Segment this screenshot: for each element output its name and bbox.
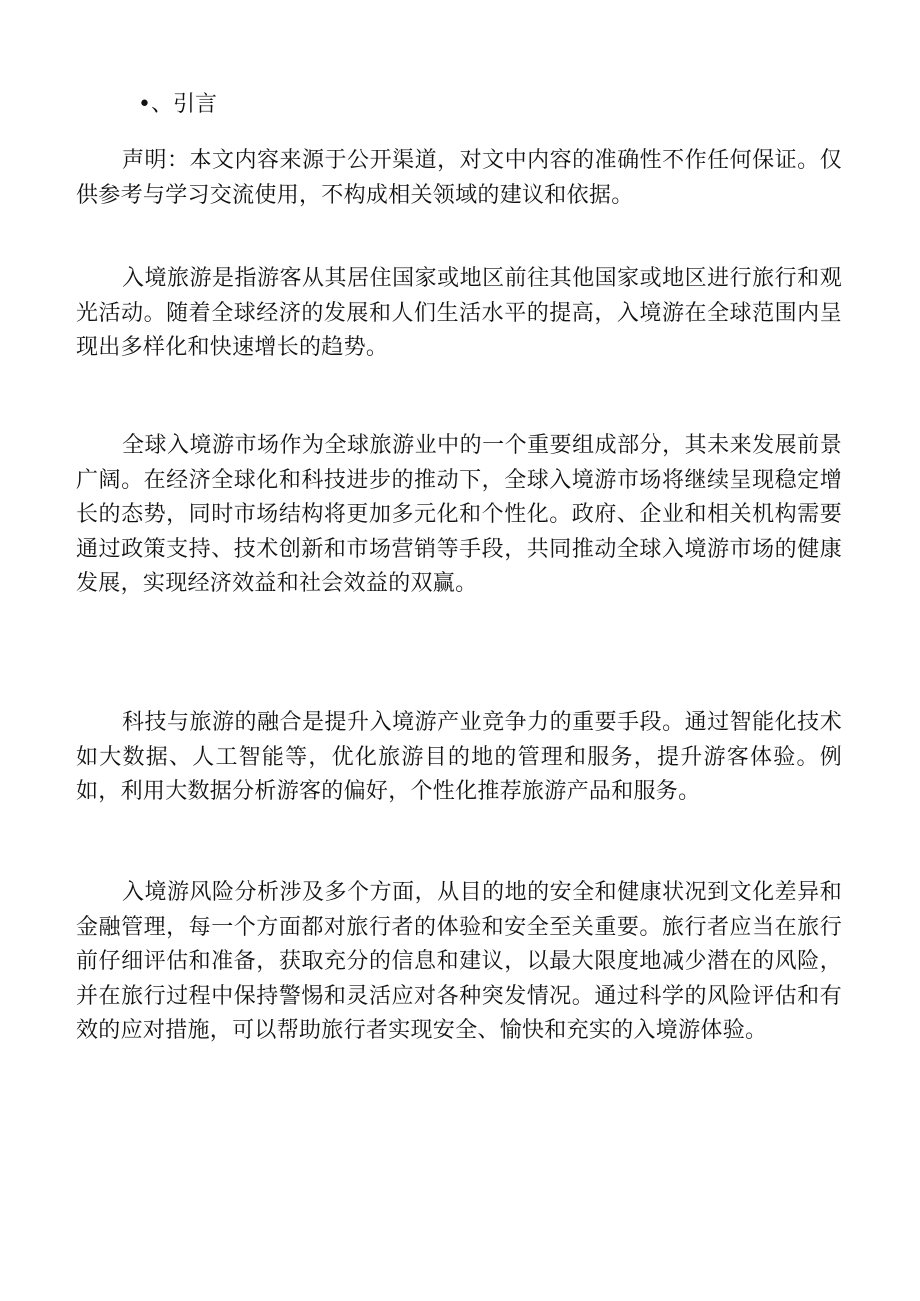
section-heading: •、引言: [138, 92, 217, 117]
paragraph-disclaimer: 声明：本文内容来源于公开渠道，对文中内容的准确性不作任何保证。仅供参考与学习交流使用，不构成相关领域的建议和依据。: [76, 148, 842, 208]
paragraph-technology-integration: 科技与旅游的融合是提升入境游产业竞争力的重要手段。通过智能化技术如大数据、人工智能等，优化旅游目的地的管理和服务，提升游客体验。例如，利用大数据分析游客的偏好，个性化推荐旅游产品和服务。: [76, 710, 842, 804]
paragraph-inbound-tourism-definition: 入境旅游是指游客从其居住国家或地区前往其他国家或地区进行旅行和观光活动。随着全球经济的发展和人们生活水平的提高，入境游在全球范围内呈现出多样化和快速增长的趋势。: [76, 266, 842, 360]
paragraph-risk-analysis: 入境游风险分析涉及多个方面，从目的地的安全和健康状况到文化差异和金融管理，每一个方面都对旅行者的体验和安全至关重要。旅行者应当在旅行前仔细评估和准备，获取充分的信息和建议，以最大限度地减少潜在的风险，并在旅行过程中保持警惕和灵活应对各种突发情况。通过科学的风险评估和有效的应对措施，可以帮助旅行者实现安全、愉快和充实的入境游体验。: [76, 880, 842, 1043]
paragraph-market-outlook: 全球入境游市场作为全球旅游业中的一个重要组成部分，其未来发展前景广阔。在经济全球化和科技进步的推动下，全球入境游市场将继续呈现稳定增长的态势，同时市场结构将更加多元化和个性化。政府、企业和相关机构需要通过政策支持、技术创新和市场营销等手段，共同推动全球入境游市场的健康发展，实现经济效益和社会效益的双赢。: [76, 433, 842, 596]
